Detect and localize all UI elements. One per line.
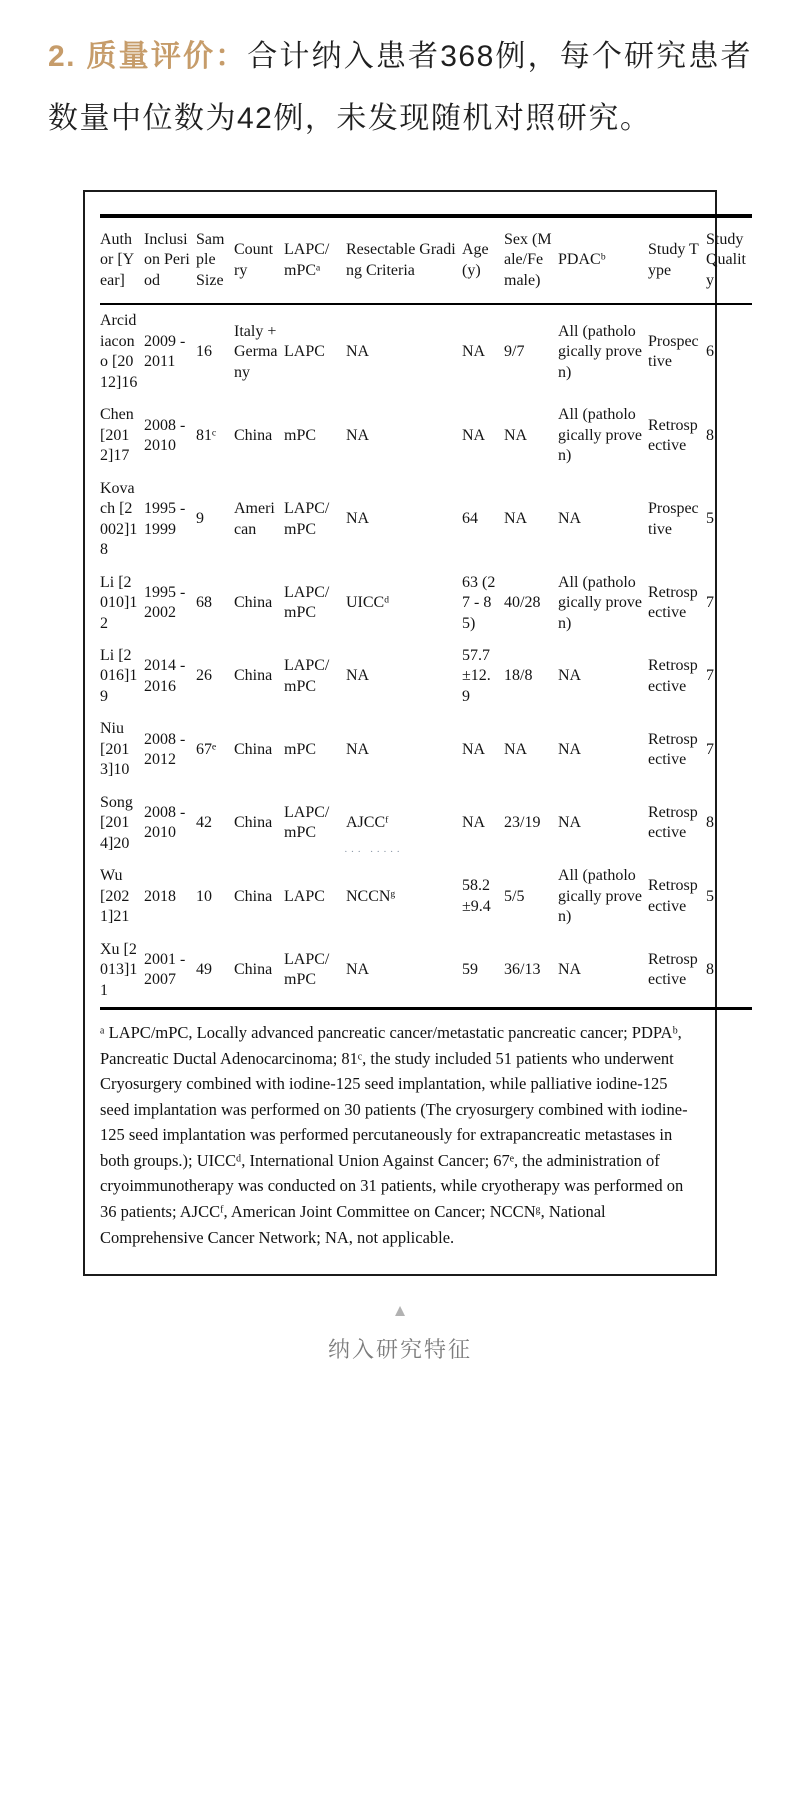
cell-text: All (pathologically proven) bbox=[558, 867, 642, 926]
study-table-card bbox=[83, 190, 746, 1276]
cell-text: Retrospective bbox=[648, 730, 698, 769]
table-cell bbox=[462, 473, 504, 567]
table-cell bbox=[462, 713, 504, 786]
table-cell bbox=[504, 399, 558, 472]
table-cell bbox=[144, 399, 196, 472]
table-cell bbox=[284, 934, 346, 1009]
table-cell bbox=[196, 399, 234, 472]
table-cell bbox=[196, 640, 234, 713]
collapse-triangle-icon: ▲ bbox=[391, 1301, 409, 1321]
cell-text: 2001 - 2007 bbox=[144, 950, 186, 989]
cell-text: Retrospective bbox=[648, 657, 698, 695]
table-cell bbox=[144, 934, 196, 1009]
cell-text: 1995 - 2002 bbox=[144, 583, 186, 622]
cell-text: NA bbox=[346, 426, 370, 444]
table-cell bbox=[462, 399, 504, 472]
table-cell bbox=[462, 567, 504, 640]
table-cell bbox=[100, 473, 144, 567]
column-header: PDACᵇ bbox=[558, 216, 648, 304]
column-header: Age (y) bbox=[462, 216, 504, 304]
table-cell bbox=[504, 640, 558, 713]
cell-text: All (pathologically proven) bbox=[558, 573, 642, 632]
table-cell bbox=[648, 304, 706, 399]
table-cell bbox=[648, 640, 706, 713]
cell-text: 9 bbox=[196, 510, 204, 528]
table-cell bbox=[346, 934, 462, 1009]
study-row bbox=[100, 304, 752, 399]
cell-text: Niu [2013]10 bbox=[100, 720, 130, 779]
cell-text: China bbox=[234, 887, 273, 905]
table-cell bbox=[346, 304, 462, 399]
table-cell bbox=[196, 304, 234, 399]
section-label: 2. 质量评价： bbox=[48, 40, 248, 73]
table-cell bbox=[504, 787, 558, 860]
cell-text: 7 bbox=[706, 740, 714, 758]
cell-text: 1995 - 1999 bbox=[144, 500, 186, 538]
table-cell bbox=[504, 304, 558, 399]
table-cell bbox=[284, 787, 346, 860]
cell-text: Retrospective bbox=[648, 804, 698, 842]
cell-text: NA bbox=[558, 814, 582, 832]
quality-evaluation-paragraph bbox=[48, 26, 752, 150]
cell-text: Prospective bbox=[648, 500, 699, 538]
table-cell bbox=[234, 860, 284, 933]
cell-text: NA bbox=[346, 343, 370, 361]
study-row bbox=[100, 934, 752, 1009]
table-cell bbox=[462, 860, 504, 933]
cell-text: 2018 bbox=[144, 887, 176, 905]
cell-text: American bbox=[234, 500, 275, 538]
cell-text: 7 bbox=[706, 594, 714, 612]
table-cell bbox=[558, 473, 648, 567]
table-body bbox=[100, 304, 752, 1008]
cell-text: NA bbox=[558, 961, 582, 979]
cell-text: 2008 - 2010 bbox=[144, 416, 186, 454]
table-header-row bbox=[100, 216, 752, 304]
cell-text: 16 bbox=[196, 343, 212, 361]
table-cell bbox=[706, 640, 752, 713]
cell-text: NA bbox=[504, 426, 528, 444]
cell-text: Arcidiacono [2012]16 bbox=[100, 312, 138, 391]
table-cell bbox=[284, 713, 346, 786]
cell-text: Li [2010]12 bbox=[100, 573, 138, 632]
column-header: Inclusion Period bbox=[144, 216, 196, 304]
cell-text: 10 bbox=[196, 887, 212, 905]
cell-text: Xu [2013]11 bbox=[100, 940, 138, 999]
table-cell bbox=[706, 713, 752, 786]
table-cell bbox=[558, 934, 648, 1009]
column-header: Sample Size bbox=[196, 216, 234, 304]
table-cell bbox=[196, 713, 234, 786]
cell-text: LAPC bbox=[284, 887, 325, 905]
table-cell bbox=[346, 567, 462, 640]
table-cell bbox=[558, 787, 648, 860]
cell-text: 6 bbox=[706, 343, 714, 361]
table-cell bbox=[144, 860, 196, 933]
caption-block bbox=[0, 1302, 800, 1410]
table-cell bbox=[144, 567, 196, 640]
cell-text: Italy + Germany bbox=[234, 322, 278, 381]
cell-text: Prospective bbox=[648, 332, 699, 371]
cell-text: 5 bbox=[706, 510, 714, 528]
cell-text: 63 (27 - 85) bbox=[462, 573, 496, 632]
table-cell bbox=[196, 567, 234, 640]
table-cell bbox=[100, 640, 144, 713]
cell-text: 23/19 bbox=[504, 814, 541, 832]
table-cell bbox=[558, 640, 648, 713]
table-cell bbox=[648, 567, 706, 640]
cell-text: 40/28 bbox=[504, 594, 541, 612]
cell-text: 18/8 bbox=[504, 667, 533, 685]
cell-text: UICCᵈ bbox=[346, 594, 390, 612]
cell-text: Retrospective bbox=[648, 583, 698, 622]
table-cell bbox=[100, 399, 144, 472]
table-cell bbox=[706, 304, 752, 399]
cell-text: Song [2014]20 bbox=[100, 793, 133, 852]
table-cell bbox=[100, 860, 144, 933]
table-cell bbox=[144, 787, 196, 860]
cell-text: Retrospective bbox=[648, 416, 698, 454]
cell-text: NA bbox=[462, 740, 486, 758]
cell-text: NA bbox=[346, 510, 370, 528]
column-header: Resectable Grading Criteria bbox=[346, 216, 462, 304]
table-cell bbox=[284, 399, 346, 472]
study-row bbox=[100, 860, 752, 933]
table-cell bbox=[706, 399, 752, 472]
study-row bbox=[100, 787, 752, 860]
cell-text: NA bbox=[346, 740, 370, 758]
section-text: 合计纳入患者368例，每个研究患者数量中位数为42例，未发现随机对照研究。 bbox=[48, 40, 752, 135]
table-cell bbox=[462, 934, 504, 1009]
cell-text: LAPC/mPC bbox=[284, 500, 330, 538]
scan-artifact-dots: ··· ····· bbox=[344, 846, 404, 859]
table-cell bbox=[648, 787, 706, 860]
table-cell bbox=[196, 934, 234, 1009]
cell-text: NA bbox=[504, 740, 528, 758]
table-cell bbox=[234, 713, 284, 786]
cell-text: 2009 - 2011 bbox=[144, 332, 186, 371]
table-cell bbox=[504, 713, 558, 786]
table-cell bbox=[462, 640, 504, 713]
cell-text: LAPC/mPC bbox=[284, 583, 330, 622]
table-cell bbox=[196, 787, 234, 860]
study-row bbox=[100, 567, 752, 640]
table-cell bbox=[144, 473, 196, 567]
table-cell bbox=[558, 713, 648, 786]
table-cell bbox=[234, 787, 284, 860]
cell-text: 59 bbox=[462, 961, 478, 979]
cell-text: China bbox=[234, 961, 273, 979]
cell-text: 67ᵉ bbox=[196, 740, 217, 758]
table-cell bbox=[648, 473, 706, 567]
table-footnote: ᵃ LAPC/mPC, Locally advanced pancreatic cancer/metastatic pancreatic cancer; PDPAᵇ, Pancreatic Ductal Adenocarcinoma; 81ᶜ, the study included 51 patients who underwent Cryosurgery combined with iodine-125 seed implantation, while palliative iodine-125 seed implantation was performed on 30 patients (The cryosurgery combined with iodine-125 seed implantation was performed percutaneously for extrapancreatic metastases in both groups.); UICCᵈ, International Union Against Cancer; 67ᵉ, the administration of cryoimmunotherapy was conducted on 31 patients, while cryotherapy was performed on 36 patients; AJCCᶠ, American Joint Committee on Cancer; NCCNᵍ, National Comprehensive Cancer Network; NA, not applicable. bbox=[100, 1023, 688, 1247]
table-cell bbox=[100, 304, 144, 399]
column-header: Sex (Male/Female) bbox=[504, 216, 558, 304]
cell-text: Li [2016]19 bbox=[100, 646, 138, 705]
table-cell bbox=[706, 860, 752, 933]
table-cell bbox=[284, 304, 346, 399]
study-row bbox=[100, 713, 752, 786]
cell-text: NA bbox=[504, 510, 528, 528]
included-studies-table bbox=[100, 214, 752, 1010]
cell-text: AJCCᶠ bbox=[346, 814, 389, 832]
table-cell bbox=[346, 713, 462, 786]
cell-text: 58.2±9.4 bbox=[462, 877, 491, 915]
table-cell bbox=[100, 713, 144, 786]
table-cell bbox=[504, 860, 558, 933]
cell-text: China bbox=[234, 667, 273, 685]
cell-text: NA bbox=[346, 961, 370, 979]
cell-text: 42 bbox=[196, 814, 212, 832]
cell-text: NCCNᵍ bbox=[346, 887, 396, 905]
cell-text: NA bbox=[462, 343, 486, 361]
table-cell bbox=[144, 304, 196, 399]
cell-text: 36/13 bbox=[504, 961, 541, 979]
cell-text: Retrospective bbox=[648, 877, 698, 915]
cell-text: 57.7±12.9 bbox=[462, 646, 491, 705]
table-cell bbox=[504, 934, 558, 1009]
cell-text: LAPC/mPC bbox=[284, 804, 330, 842]
table-cell bbox=[462, 787, 504, 860]
study-row bbox=[100, 640, 752, 713]
cell-text: NA bbox=[462, 426, 486, 444]
cell-text: Kovach [2002]18 bbox=[100, 479, 138, 559]
cell-text: Wu [2021]21 bbox=[100, 867, 130, 926]
table-cell bbox=[234, 567, 284, 640]
cell-text: 2014 - 2016 bbox=[144, 657, 186, 695]
column-header: Author [Year] bbox=[100, 216, 144, 304]
table-cell bbox=[648, 860, 706, 933]
table-cell bbox=[284, 860, 346, 933]
cell-text: 64 bbox=[462, 510, 478, 528]
table-cell bbox=[558, 399, 648, 472]
cell-text: 68 bbox=[196, 594, 212, 612]
table-cell bbox=[462, 304, 504, 399]
cell-text: 2008 - 2010 bbox=[144, 804, 186, 842]
column-header: LAPC/mPCᵃ bbox=[284, 216, 346, 304]
study-row bbox=[100, 473, 752, 567]
table-cell bbox=[144, 713, 196, 786]
table-cell bbox=[234, 640, 284, 713]
cell-text: LAPC bbox=[284, 343, 325, 361]
table-cell bbox=[706, 787, 752, 860]
table-cell bbox=[100, 934, 144, 1009]
cell-text: 26 bbox=[196, 667, 212, 685]
table-cell bbox=[706, 934, 752, 1009]
cell-text: mPC bbox=[284, 426, 317, 444]
table-cell bbox=[558, 567, 648, 640]
table-cell bbox=[196, 860, 234, 933]
table-cell bbox=[648, 399, 706, 472]
table-cell bbox=[284, 567, 346, 640]
table-cell bbox=[234, 473, 284, 567]
table-cell bbox=[504, 473, 558, 567]
cell-text: China bbox=[234, 814, 273, 832]
cell-text: China bbox=[234, 740, 273, 758]
cell-text: LAPC/mPC bbox=[284, 950, 330, 989]
table-cell bbox=[234, 304, 284, 399]
table-cell bbox=[284, 473, 346, 567]
table-cell bbox=[196, 473, 234, 567]
cell-text: 81ᶜ bbox=[196, 426, 217, 444]
table-cell bbox=[344, 846, 462, 933]
cell-text: 49 bbox=[196, 961, 212, 979]
cell-text: 8 bbox=[706, 426, 714, 444]
cell-text: mPC bbox=[284, 740, 317, 758]
table-cell bbox=[504, 567, 558, 640]
cell-text: 5/5 bbox=[504, 887, 525, 905]
cell-text: Retrospective bbox=[648, 950, 698, 989]
cell-text: 5 bbox=[706, 887, 714, 905]
table-cell bbox=[558, 304, 648, 399]
cell-text: 9/7 bbox=[504, 343, 525, 361]
cell-text: All (pathologically proven) bbox=[558, 322, 642, 381]
table-cell bbox=[558, 860, 648, 933]
cell-text: NA bbox=[558, 510, 582, 528]
column-header: Country bbox=[234, 216, 284, 304]
cell-text: 8 bbox=[706, 961, 714, 979]
table-cell bbox=[144, 640, 196, 713]
cell-text: China bbox=[234, 426, 273, 444]
table-cell bbox=[234, 399, 284, 472]
table-cell bbox=[100, 787, 144, 860]
cell-text: NA bbox=[558, 667, 582, 685]
table-caption: 纳入研究特征 bbox=[327, 1337, 472, 1363]
cell-text: China bbox=[234, 594, 273, 612]
column-header: Study Quality bbox=[706, 216, 752, 304]
table-cell bbox=[648, 934, 706, 1009]
cell-text: Chen [2012]17 bbox=[100, 406, 134, 465]
table-cell bbox=[234, 934, 284, 1009]
table-cell bbox=[284, 640, 346, 713]
table-cell bbox=[346, 640, 462, 713]
column-header: Study Type bbox=[648, 216, 706, 304]
cell-text: NA bbox=[558, 740, 582, 758]
table-cell bbox=[706, 567, 752, 640]
table-cell bbox=[346, 399, 462, 472]
table-cell bbox=[648, 713, 706, 786]
cell-text: NA bbox=[462, 814, 486, 832]
table-cell bbox=[706, 473, 752, 567]
cell-text: LAPC/mPC bbox=[284, 657, 330, 695]
cell-text: All (pathologically proven) bbox=[558, 406, 642, 465]
table-cell bbox=[100, 567, 144, 640]
cell-text: NA bbox=[346, 667, 370, 685]
table-cell bbox=[346, 473, 462, 567]
cell-text: 8 bbox=[706, 814, 714, 832]
cell-text: 7 bbox=[706, 667, 714, 685]
cell-text: 2008 - 2012 bbox=[144, 730, 186, 769]
study-row bbox=[100, 399, 752, 472]
